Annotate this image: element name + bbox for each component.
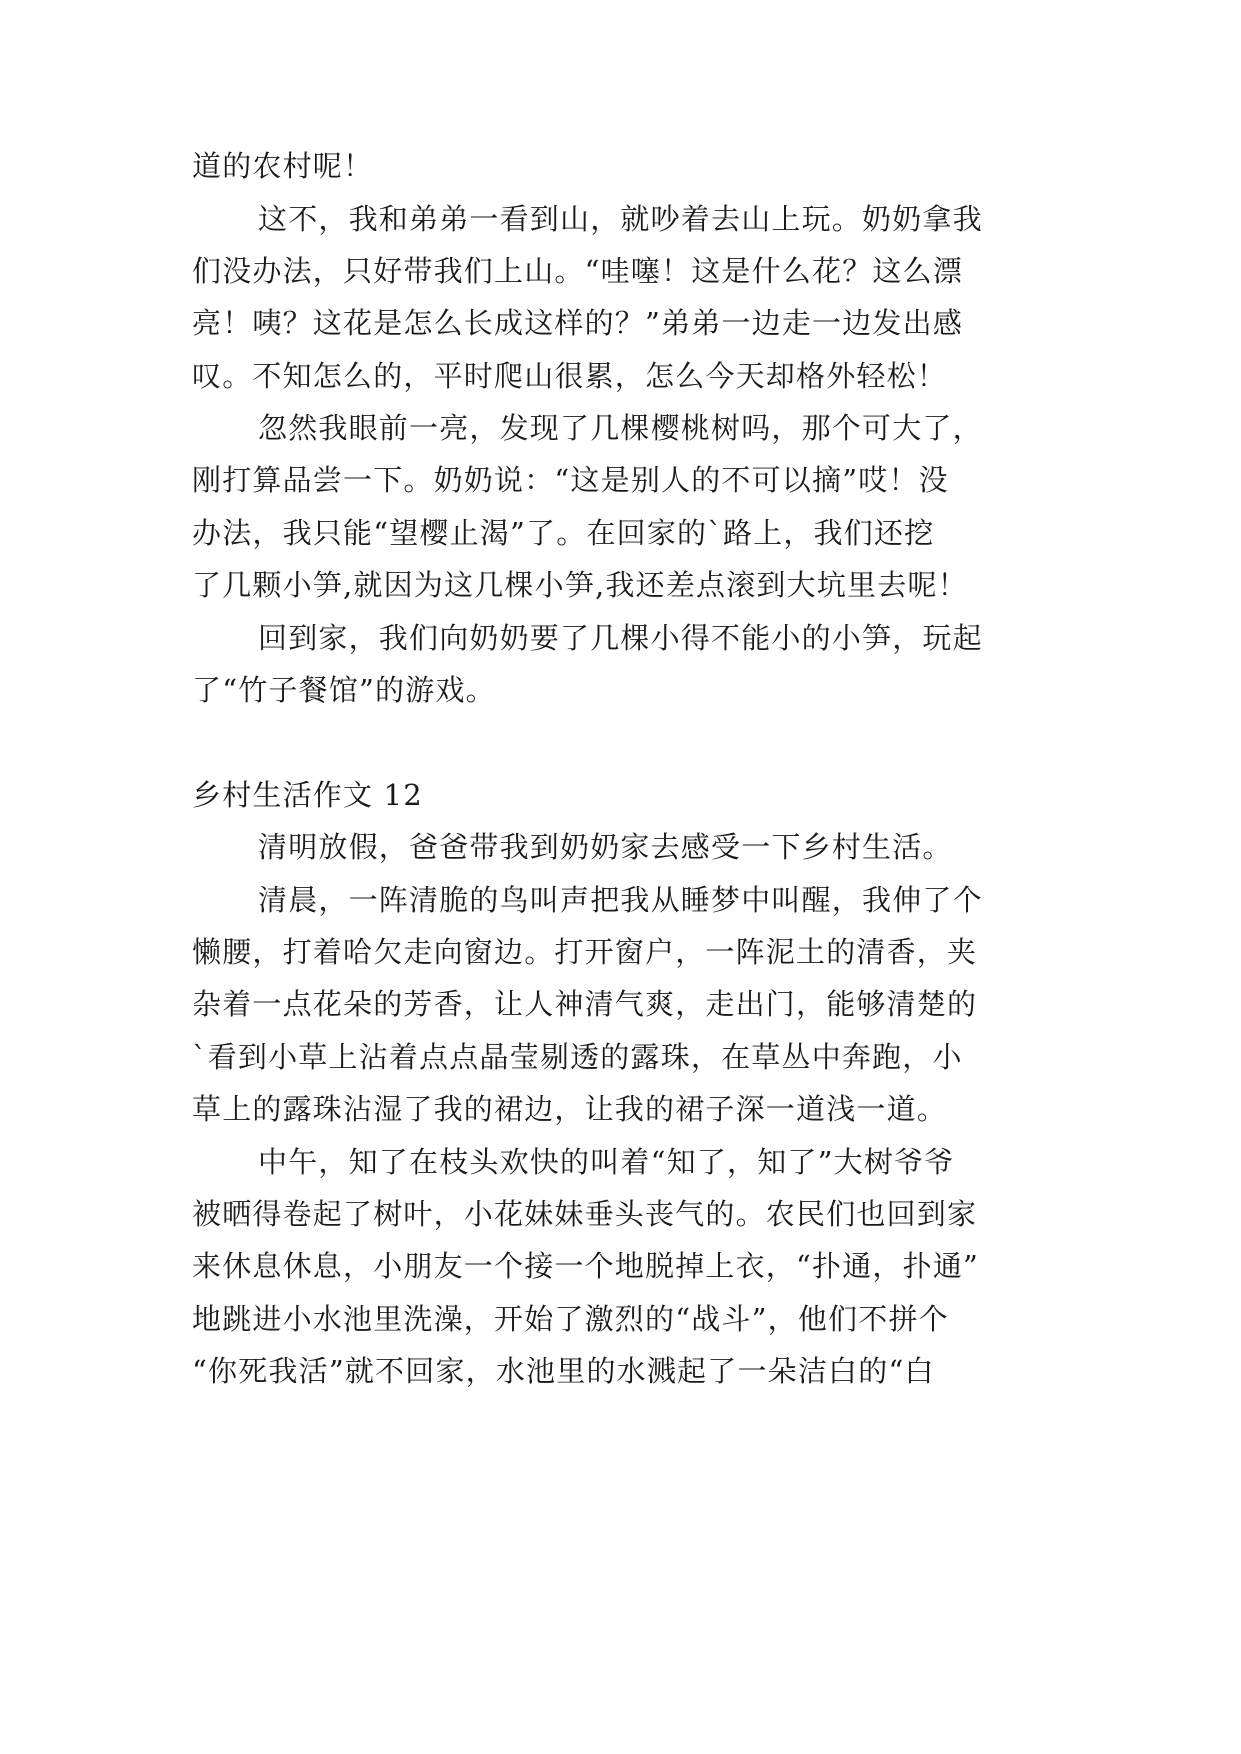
text-line: 叹。不知怎么的，平时爬山很累，怎么今天却格外轻松！: [192, 359, 948, 393]
text-line: 杂着一点花朵的芳香，让人神清气爽，走出门，能够清楚的: [192, 987, 978, 1021]
paragraph-start-line: 中午，知了在枝头欢快的叫着“知了，知了”大树爷爷: [258, 1145, 955, 1179]
text-line: 刚打算品尝一下。奶奶说：“这是别人的不可以摘”哎！没: [192, 463, 949, 497]
text-line: 了“竹子餐馆”的游戏。: [192, 673, 496, 707]
text-line: 办法，我只能“望樱止渴”了。在回家的`路上，我们还挖: [192, 516, 935, 550]
text-line: 来休息休息，小朋友一个接一个地脱掉上衣，“扑通，扑通”: [192, 1249, 980, 1283]
paragraph-start-line: 忽然我眼前一亮，发现了几棵樱桃树吗，那个可大了，: [258, 411, 983, 445]
paragraph-start-line: 回到家，我们向奶奶要了几棵小得不能小的小笋，玩起: [258, 621, 983, 655]
text-line: 亮！咦？这花是怎么长成这样的？”弟弟一边走一边发出感: [192, 306, 964, 340]
text-line: 地跳进小水池里洗澡，开始了激烈的“战斗”，他们不拼个: [192, 1302, 949, 1336]
paragraph-start-line: 清晨，一阵清脆的鸟叫声把我从睡梦中叫醒，我伸了个: [258, 883, 983, 917]
text-line: 被晒得卷起了树叶，小花妹妹垂头丧气的。农民们也回到家: [192, 1197, 978, 1231]
text-line: 懒腰，打着哈欠走向窗边。打开窗户，一阵泥土的清香，夹: [192, 935, 978, 969]
section-heading: 乡村生活作文 12: [192, 778, 423, 812]
text-line: 们没办法，只好带我们上山。“哇噻！这是什么花？这么漂: [192, 254, 964, 288]
paragraph-start-line: 清明放假，爸爸带我到奶奶家去感受一下乡村生活。: [258, 830, 953, 864]
text-line: 道的农村呢！: [192, 149, 374, 183]
text-line: 草上的露珠沾湿了我的裙边，让我的裙子深一道浅一道。: [192, 1092, 948, 1126]
text-line: “你死我活”就不回家，水池里的水溅起了一朵洁白的“白: [192, 1354, 935, 1388]
text-line: `看到小草上沾着点点晶莹剔透的露珠，在草丛中奔跑，小: [192, 1040, 963, 1074]
paragraph-start-line: 这不，我和弟弟一看到山，就吵着去山上玩。奶奶拿我: [258, 202, 983, 236]
text-line: 了几颗小笋,就因为这几棵小笋,我还差点滚到大坑里去呢！: [192, 568, 968, 602]
